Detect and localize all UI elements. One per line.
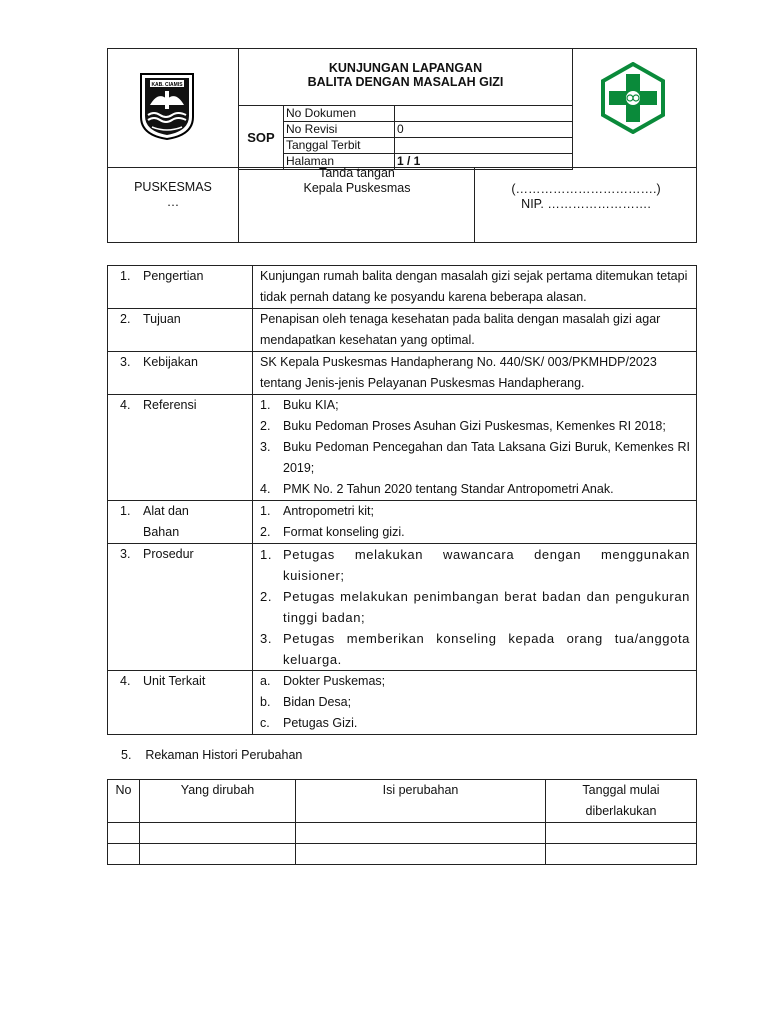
list-text: Antropometri kit; (283, 504, 375, 518)
svg-text:KAB. CIAMIS: KAB. CIAMIS (151, 82, 183, 88)
pengertian-text: Kunjungan rumah balita dengan masalah gizi sejak pertama ditemukan tetapi tidak pernah datang ke posyandu karena beberapa alasan. (260, 269, 688, 304)
document-title-line2: BALITA DENGAN MASALAH GIZI (307, 75, 504, 89)
puskesmas-cell (108, 168, 239, 243)
meta-value-no-revisi: 0 (395, 122, 573, 138)
row-label-unit: Unit Terkait (143, 674, 206, 688)
logo-right-cell (573, 49, 697, 168)
col-header-isi-perubahan: Isi perubahan (296, 780, 546, 823)
list-item (260, 692, 690, 713)
row-label-prosedur: Prosedur (143, 547, 194, 561)
row-number: 2. (120, 312, 131, 326)
meta-value-tanggal-terbit (395, 138, 573, 154)
list-item (260, 586, 690, 628)
row-label-referensi: Referensi (143, 398, 197, 412)
list-number: a. (260, 674, 271, 688)
row-unit-terkait (108, 671, 697, 735)
row-alat-bahan (108, 501, 697, 544)
document-title-line1: KUNJUNGAN LAPANGAN (328, 61, 483, 75)
col-header-tanggal (546, 780, 697, 823)
col-header-tanggal-text: Tanggal mulai diberlakukan (582, 783, 660, 818)
list-item (260, 671, 690, 692)
row-number: 1. (120, 269, 131, 283)
table-row (108, 823, 697, 844)
meta-label-tanggal-terbit: Tanggal Terbit (284, 138, 395, 154)
row-pengertian (108, 266, 697, 309)
rekaman-histori-title: 5. Rekaman Histori Perubahan (121, 748, 303, 762)
row-referensi (108, 395, 697, 501)
signature-cell (239, 168, 697, 243)
list-text: Petugas melakukan penimbangan berat badan dan pengukuran tinggi badan; (283, 589, 690, 625)
meta-label-halaman: Halaman (284, 154, 395, 170)
list-item (260, 713, 690, 734)
list-item (260, 416, 690, 437)
signature-caption-line2: Kepala Puskesmas (303, 181, 411, 195)
list-text: Petugas Gizi. (283, 716, 358, 730)
list-number: b. (260, 695, 271, 709)
table-row (108, 844, 697, 865)
list-text: Petugas melakukan wawancara dengan menggunakan kuisioner; (283, 547, 690, 583)
list-item (260, 501, 690, 522)
list-number: 1. (260, 504, 271, 518)
row-label-bahan: Bahan (143, 525, 180, 539)
sop-label: SOP (239, 106, 284, 170)
row-kebijakan (108, 352, 697, 395)
kabupaten-emblem-icon (138, 69, 196, 141)
list-text: Dokter Puskemas; (283, 674, 386, 688)
row-tujuan (108, 309, 697, 352)
tujuan-text: Penapisan oleh tenaga kesehatan pada balita dengan masalah gizi agar mendapatkan kesehatan yang optimal. (260, 312, 661, 347)
row-label-kebijakan: Kebijakan (143, 355, 198, 369)
list-text: Buku Pedoman Proses Asuhan Gizi Puskesmas, Kemenkes RI 2018; (283, 419, 666, 433)
meta-label-no-dokumen: No Dokumen (284, 106, 395, 122)
row-prosedur (108, 544, 697, 671)
row-number: 3. (120, 355, 131, 369)
list-text: Buku KIA; (283, 398, 339, 412)
list-number: 2. (260, 419, 271, 433)
row-label-alat: Alat dan (143, 504, 189, 518)
row-label-pengertian: Pengertian (143, 269, 204, 283)
list-text: Bidan Desa; (283, 695, 352, 709)
signature-name-placeholder: (…………………………….) (511, 182, 661, 196)
sop-content-table (107, 265, 697, 735)
meta-table (238, 105, 573, 170)
list-item (260, 628, 690, 670)
list-text: Format konseling gizi. (283, 525, 405, 539)
kebijakan-text: SK Kepala Puskesmas Handapherang No. 440/SK/ 003/PKMHDP/2023 tentang Jenis-jenis Pelayanan Puskesmas Handapherang. (260, 355, 657, 390)
list-number: 2. (260, 589, 273, 604)
title-cell (239, 49, 573, 168)
meta-value-halaman: 1 / 1 (395, 154, 573, 170)
meta-label-no-revisi: No Revisi (284, 122, 395, 138)
sop-header-table (107, 48, 697, 243)
signature-caption-line1: Tanda tangan (319, 166, 395, 180)
list-item (260, 544, 690, 586)
list-number: 1. (260, 398, 271, 412)
list-number: c. (260, 716, 270, 730)
list-item (260, 479, 690, 500)
list-number: 3. (260, 440, 271, 454)
table-header-row (108, 780, 697, 823)
row-number: 1. (120, 504, 131, 518)
list-number: 1. (260, 547, 273, 562)
row-number: 3. (120, 547, 131, 561)
row-number: 4. (120, 398, 131, 412)
puskesmas-logo-icon (597, 62, 669, 134)
col-header-yang-dirubah: Yang dirubah (140, 780, 296, 823)
list-text: Buku Pedoman Pencegahan dan Tata Laksana Gizi Buruk, Kemenkes RI 2019; (283, 440, 690, 475)
list-item (260, 395, 690, 416)
logo-left-cell (108, 49, 239, 168)
list-item (260, 522, 690, 543)
list-number: 2. (260, 525, 271, 539)
list-text: PMK No. 2 Tahun 2020 tentang Standar Antropometri Anak. (283, 482, 614, 496)
list-item (260, 437, 690, 479)
puskesmas-name-placeholder: … (166, 195, 180, 209)
puskesmas-label: PUSKESMAS (134, 180, 212, 194)
row-label-tujuan: Tujuan (143, 312, 181, 326)
list-number: 4. (260, 482, 271, 496)
signature-nip-placeholder: NIP. ……………………. (521, 197, 651, 211)
col-header-no: No (108, 780, 140, 823)
list-text: Petugas memberikan konseling kepada orang tua/anggota keluarga. (283, 631, 690, 667)
meta-value-no-dokumen (395, 106, 573, 122)
rekaman-histori-table (107, 779, 697, 865)
row-number: 4. (120, 674, 131, 688)
list-number: 3. (260, 631, 273, 646)
